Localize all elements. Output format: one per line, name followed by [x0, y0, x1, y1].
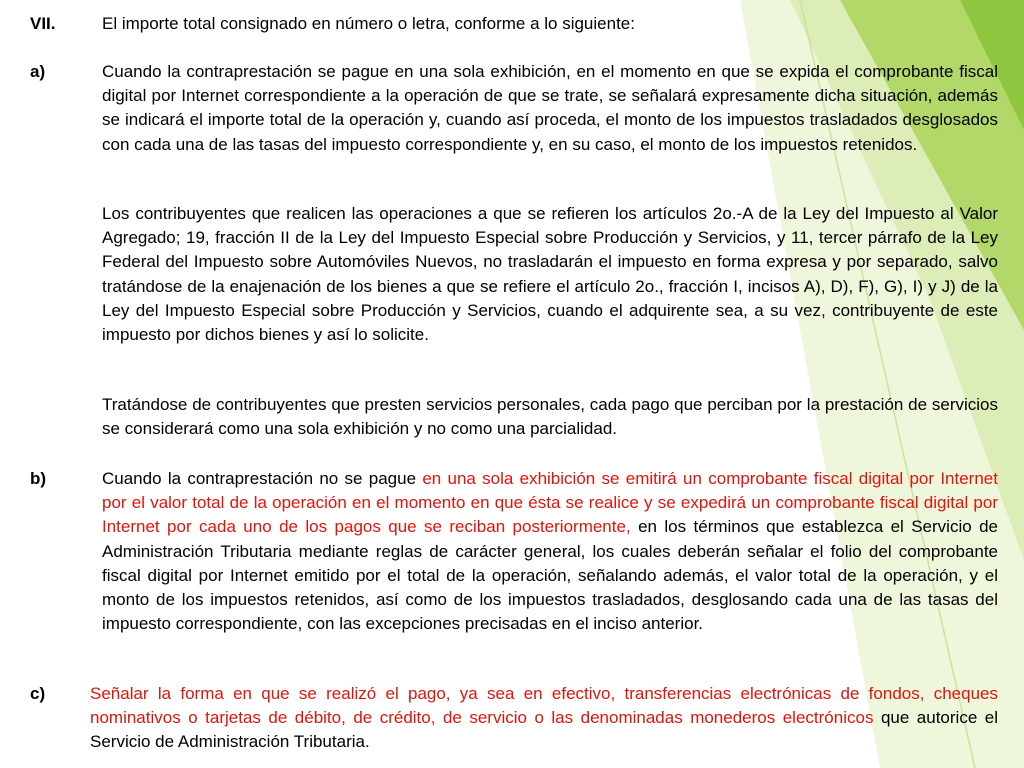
- item-c-marker: c): [30, 684, 46, 703]
- item-c-highlighted-text: Señalar la forma en que se realizó el pago, ya sea en efectivo, transferencias electrónicas de fondos, cheques nominativos o tarjetas de débito, de crédito, de servicio o las denominadas monederos electrónicos: [90, 684, 998, 728]
- item-a-marker: a): [30, 62, 46, 81]
- item-b-highlighted-text: en una sola exhibición se emitirá un comprobante fiscal digital por Internet por el valor total de la operación en el momento en que ésta se realice y se expedirá un comprobante fiscal digital por Internet por cada uno de los pagos que se reciban posteriormente,: [102, 469, 998, 537]
- item-a-paragraph-3: Tratándose de contribuyentes que presten servicios personales, cada pago que perciban por la prestación de servicios se considerará como una sola exhibición y no como una parcialidad.: [102, 395, 998, 439]
- item-c-text-end: que autorice el Servicio de Administración Tributaria.: [90, 708, 998, 752]
- section-vii-heading: El importe total consignado en número o letra, conforme a lo siguiente:: [102, 14, 635, 33]
- item-b-paragraph: [102, 467, 998, 636]
- section-vii-marker: VII.: [30, 14, 56, 33]
- item-a-paragraph-1: Cuando la contraprestación se pague en una sola exhibición, en el momento en que se expida el comprobante fiscal digital por Internet correspondiente a la operación de que se trate, se señalará expresamente dicha situación, además se indicará el importe total de la operación y, cuando así proceda, el monto de los impuestos trasladados desglosados con cada una de las tasas del impuesto correspondiente y, en su caso, el monto de los impuestos retenidos.: [102, 62, 998, 154]
- item-b-marker: b): [30, 469, 47, 488]
- item-c-paragraph: [90, 682, 998, 755]
- item-a-paragraph-2: Los contribuyentes que realicen las operaciones a que se refieren los artículos 2o.-A de la Ley del Impuesto al Valor Agregado; 19, fracción II de la Ley del Impuesto Especial sobre Producción y Servicios, y 11, tercer párrafo de la Ley Federal del Impuesto sobre Automóviles Nuevos, no trasladarán el impuesto en forma expresa y por separado, salvo tratándose de la enajenación de los bienes a que se refiere el artículo 2o., fracción I, incisos A), D), F), G), I) y J) de la Ley del Impuesto Especial sobre Producción y Servicios, cuando el adquirente sea, a su vez, contribuyente de este impuesto por dichos bienes y así lo solicite.: [102, 204, 998, 345]
- item-b-text-end: en los términos que establezca el Servicio de Administración Tributaria mediante reglas de carácter general, los cuales deberán señalar el folio del comprobante fiscal digital por Internet emitido por el total de la operación, señalando además, el valor total de la operación, y el monto de los impuestos retenidos, así como de los impuestos trasladados, desglosando cada una de las tasas del impuesto correspondiente, con las excepciones precisadas en el inciso anterior.: [102, 517, 998, 634]
- item-b-text-start: Cuando la contraprestación no se pague: [102, 469, 423, 488]
